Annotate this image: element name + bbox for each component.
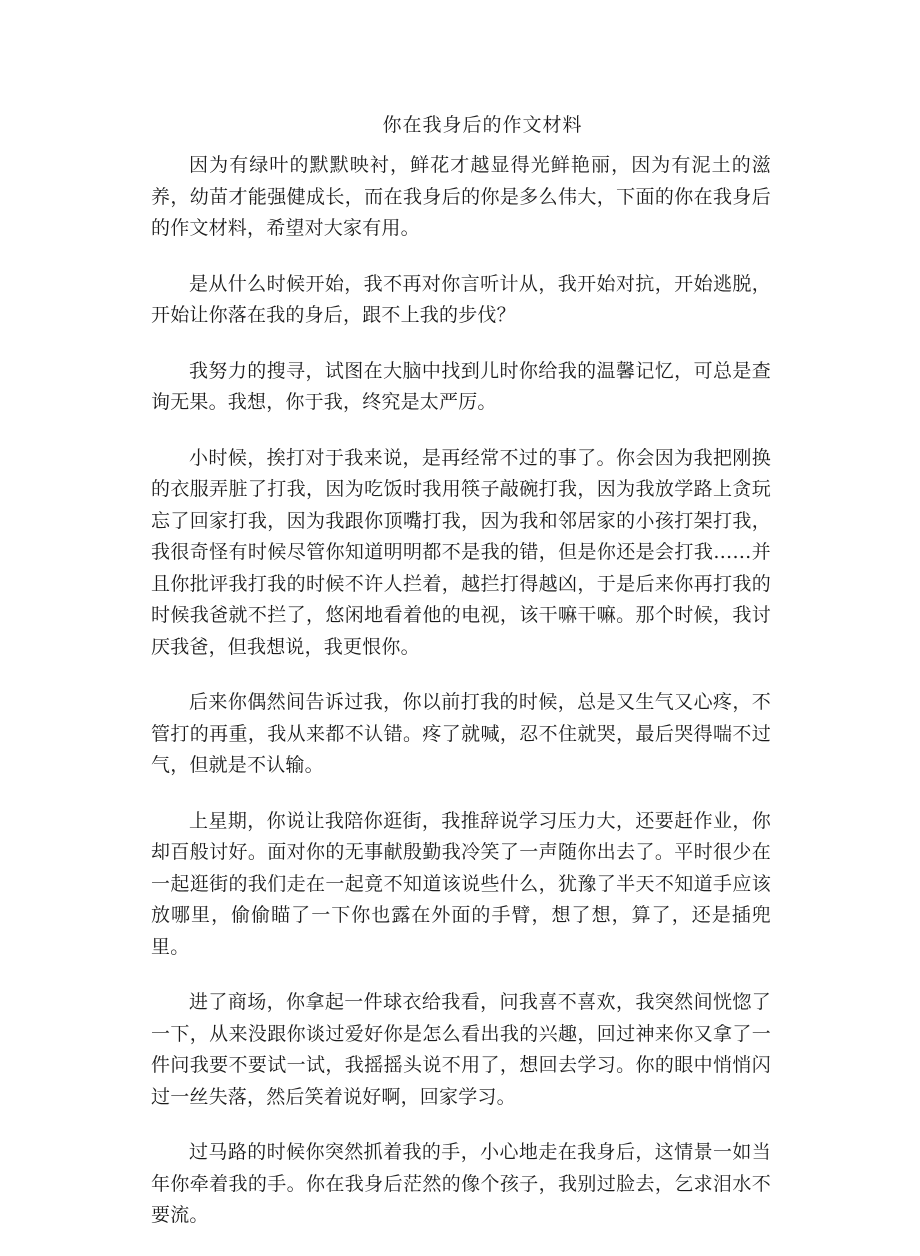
paragraph-6: 上星期，你说让我陪你逛街，我推辞说学习压力大，还要赶作业，你却百般讨好。面对你的无事献殷勤我冷笑了一声随你出去了。平时很少在一起逛街的我们走在一起竟不知道该说些什么，犹豫了半天不知道手应该放哪里，偷偷瞄了一下你也露在外面的手臂，想了想，算了，还是插兜里。: [151, 809, 771, 958]
paragraph-1: 因为有绿叶的默默映衬，鲜花才越显得光鲜艳丽，因为有泥土的滋养，幼苗才能强健成长，而在我身后的你是多么伟大，下面的你在我身后的作文材料，希望对大家有用。: [151, 154, 771, 239]
paragraph-5: 后来你偶然间告诉过我，你以前打我的时候，总是又生气又心疼，不管打的再重，我从来都不认错。疼了就喊，忍不住就哭，最后哭得喘不过气，但就是不认输。: [151, 691, 771, 776]
paragraph-4: 小时候，挨打对于我来说，是再经常不过的事了。你会因为我把刚换的衣服弄脏了打我，因为吃饭时我用筷子敲碗打我，因为我放学路上贪玩忘了回家打我，因为我跟你顶嘴打我，因为我和邻居家的小孩打架打我，我很奇怪有时候尽管你知道明明都不是我的错，但是你还是会打我……并且你批评我打我的时候不许人拦着，越拦打得越凶，于是后来你再打我的时候我爸就不拦了，悠闲地看着他的电视，该干嘛干嘛。那个时候，我讨厌我爸，但我想说，我更恨你。: [151, 446, 771, 658]
document-body: [151, 150, 771, 1256]
paragraph-3: 我努力的搜寻，试图在大脑中找到儿时你给我的温馨记忆，可总是查询无果。我想，你于我，终究是太严厉。: [151, 359, 771, 413]
document-title: 你在我身后的作文材料: [382, 114, 583, 136]
paragraph-7: 进了商场，你拿起一件球衣给我看，问我喜不喜欢，我突然间恍惚了一下，从来没跟你谈过爱好你是怎么看出我的兴趣，回过神来你又拿了一件问我要不要试一试，我摇摇头说不用了，想回去学习。你的眼中悄悄闪过一丝失落，然后笑着说好啊，回家学习。: [151, 991, 771, 1108]
paragraph-2: 是从什么时候开始，我不再对你言听计从，我开始对抗，开始逃脱，开始让你落在我的身后，跟不上我的步伐？: [151, 272, 771, 326]
paragraph-8: 过马路的时候你突然抓着我的手，小心地走在我身后，这情景一如当年你牵着我的手。你在我身后茫然的像个孩子，我别过脸去，乞求泪水不要流。: [151, 1141, 771, 1226]
